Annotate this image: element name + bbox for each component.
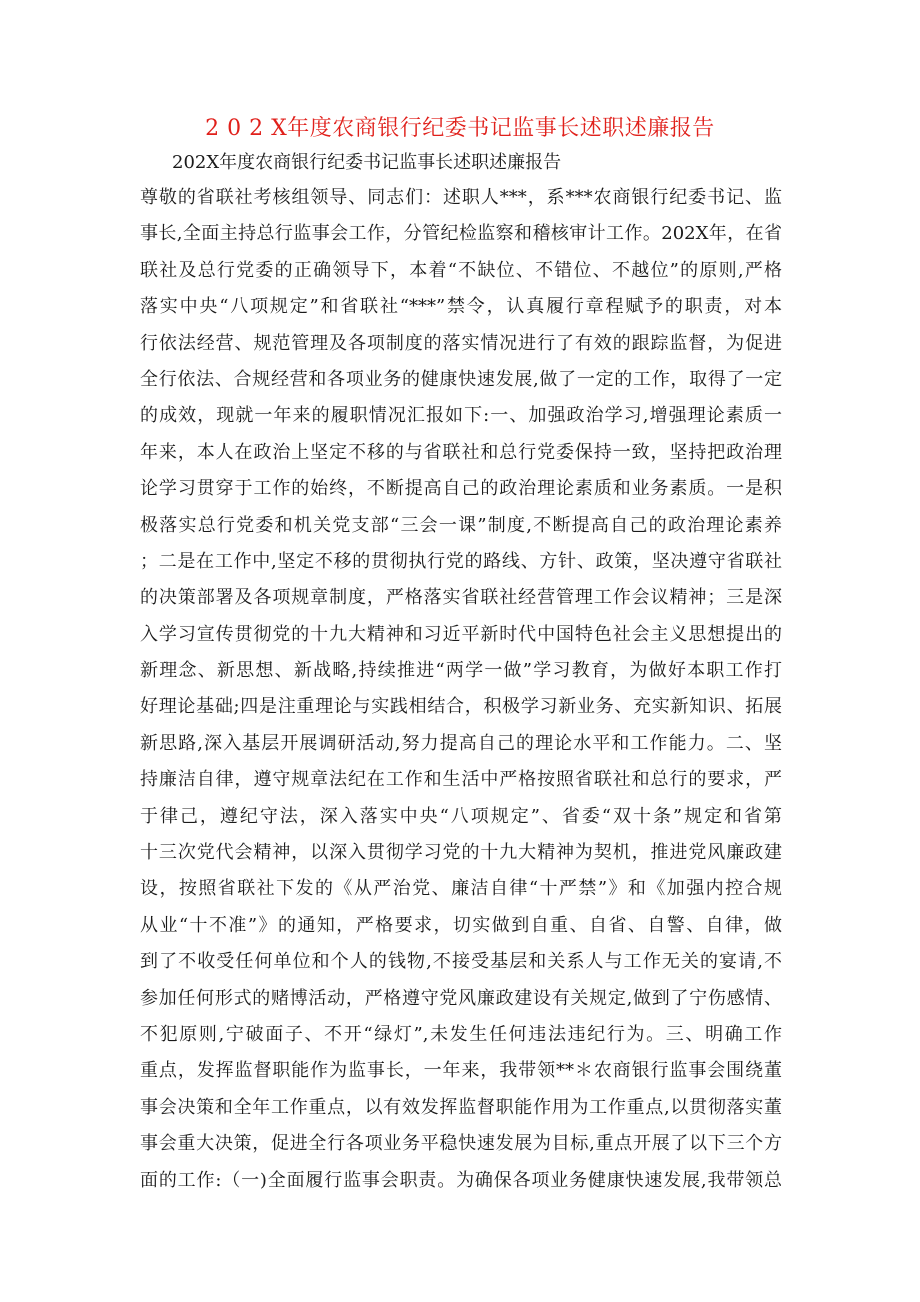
body-line: 重点，发挥监督职能作为监事长，一年来，我带领**＊农商银行监事会围绕董 [140, 1060, 782, 1082]
body-line: 到了不收受任何单位和个人的钱物,不接受基层和关系人与工作无关的宴请,不 [140, 951, 782, 973]
body-line: 于律己，遵纪守法，深入落实中央“八项规定”、省委“双十条”规定和省第 [140, 805, 782, 827]
body-line: 面的工作:（一)全面履行监事会职责。为确保各项业务健康快速发展,我带领总 [140, 1169, 782, 1191]
body-line: 不犯原则,宁破面子、不开“绿灯”,未发生任何违法违纪行为。三、明确工作 [140, 1023, 782, 1045]
document-subtitle: 202X年度农商银行纪委书记监事长述职述廉报告 [172, 152, 562, 173]
body-line: 极落实总行党委和机关党支部“三会一课”制度,不断提高自己的政治理论素养 [140, 514, 782, 536]
body-line: 新理念、新思想、新战略,持续推进“两学一做”学习教育，为做好本职工作打 [140, 660, 782, 682]
document-title: 2 0 2 X年度农商银行纪委书记监事长述职述廉报告 [205, 116, 715, 141]
body-line: 论学习贯穿于工作的始终，不断提高自己的政治理论素质和业务素质。一是积 [140, 478, 782, 500]
body-line: 设，按照省联社下发的《从严治党、廉洁自律“十严禁”》和《加强内控合规 [140, 878, 782, 900]
body-line: 持廉洁自律，遵守规章法纪在工作和生活中严格按照省联社和总行的要求，严 [140, 769, 782, 791]
document-body [140, 180, 782, 1199]
body-line: 尊敬的省联社考核组领导、同志们：述职人***，系***农商银行纪委书记、监 [140, 187, 782, 208]
body-line: 联社及总行党委的正确领导下，本着“不缺位、不错位、不越位”的原则,严格 [140, 259, 782, 281]
body-line: 事会决策和全年工作重点，以有效发挥监督职能作用为工作重点,以贯彻落实董 [140, 1096, 782, 1118]
body-line: 年来，本人在政治上坚定不移的与省联社和总行党委保持一致，坚持把政治理 [140, 441, 782, 463]
body-line: 的成效，现就一年来的履职情况汇报如下:一、加强政治学习,增强理论素质一 [140, 405, 782, 427]
body-line: 从业“十不准”》的通知，严格要求，切实做到自重、自省、自警、自律，做 [140, 914, 782, 936]
body-line: 事长,全面主持总行监事会工作，分管纪检监察和稽核审计工作。202X年，在省 [140, 223, 782, 245]
body-line: 新思路,深入基层开展调研活动,努力提高自己的理论水平和工作能力。二、坚 [140, 732, 782, 754]
body-line: 的决策部署及各项规章制度，严格落实省联社经营管理工作会议精神；三是深 [140, 587, 782, 609]
body-line: 事会重大决策，促进全行各项业务平稳快速发展为目标,重点开展了以下三个方 [140, 1133, 782, 1155]
body-line: 十三次党代会精神，以深入贯彻学习党的十九大精神为契机，推进党风廉政建 [140, 842, 782, 864]
body-line: 行依法经营、规范管理及各项制度的落实情况进行了有效的跟踪监督，为促进 [140, 332, 782, 354]
body-line: 入学习宣传贯彻党的十九大精神和习近平新时代中国特色社会主义思想提出的 [140, 623, 782, 645]
body-line: 全行依法、合规经营和各项业务的健康快速发展,做了一定的工作，取得了一定 [140, 368, 782, 390]
body-line: 参加任何形式的赌博活动，严格遵守党风廉政建设有关规定,做到了宁伤感情、 [140, 987, 782, 1009]
body-line: ；二是在工作中,坚定不移的贯彻执行党的路线、方针、政策，坚决遵守省联社 [140, 550, 782, 572]
body-line: 好理论基础;四是注重理论与实践相结合，积极学习新业务、充实新知识、拓展 [140, 696, 782, 718]
body-line: 落实中央“八项规定”和省联社“***”禁令，认真履行章程赋予的职责，对本 [140, 296, 782, 318]
